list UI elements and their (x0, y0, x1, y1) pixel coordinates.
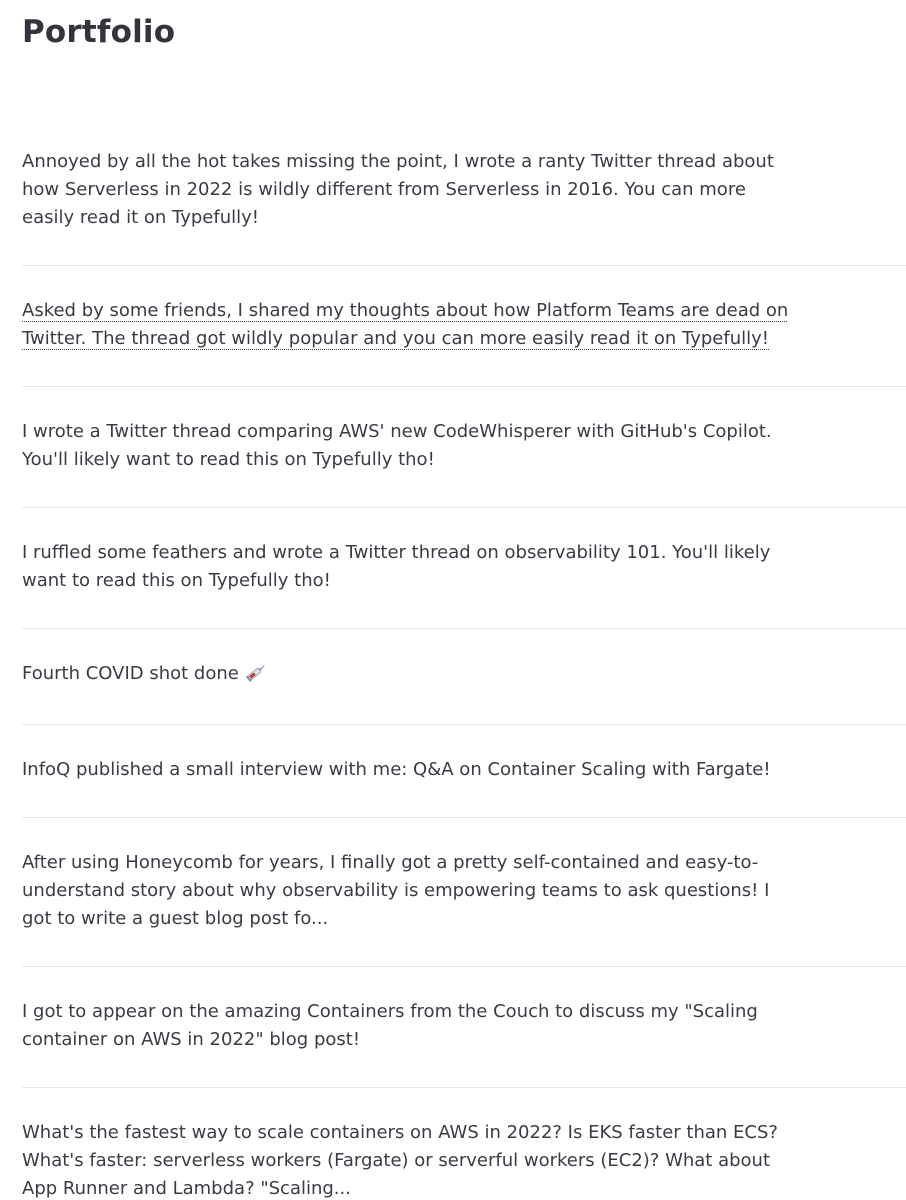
portfolio-entry-link[interactable]: I wrote a Twitter thread comparing AWS' new CodeWhisperer with GitHub's Copilot. You'll likely want to read this on Typefully tho! (22, 421, 772, 470)
list-item (22, 629, 906, 725)
list-item (22, 1088, 906, 1200)
list-item (22, 508, 906, 629)
portfolio-entry-link[interactable]: Annoyed by all the hot takes missing the point, I wrote a ranty Twitter thread about how Serverless in 2022 is wildly different from Serverless in 2016. You can more easily read it on Typefully! (22, 151, 774, 228)
portfolio-entry-link[interactable]: I ruffled some feathers and wrote a Twitter thread on observability 101. You'll likely want to read this on Typefully tho! (22, 542, 771, 591)
portfolio-entry-link[interactable]: What's the fastest way to scale containers on AWS in 2022? Is EKS faster than ECS? What's faster: serverless workers (Fargate) or serverful workers (EC2)? What about App Runner and Lambda? "Scaling... (22, 1122, 778, 1199)
page-title: Portfolio (22, 14, 176, 50)
list-item (22, 725, 906, 818)
list-item (22, 387, 906, 508)
list-item (22, 148, 906, 266)
portfolio-list (22, 148, 906, 1200)
syringe-icon (245, 662, 267, 691)
list-item (22, 967, 906, 1088)
portfolio-entry-link[interactable]: After using Honeycomb for years, I finally got a pretty self-contained and easy-to-understand story about why observability is empowering teams to ask questions! I got to write a guest blog post fo... (22, 852, 770, 929)
list-item (22, 266, 906, 387)
portfolio-entry-link[interactable]: InfoQ published a small interview with me: Q&A on Container Scaling with Fargate! (22, 759, 771, 780)
entry-text: Fourth COVID shot done (22, 663, 239, 684)
list-item (22, 818, 906, 967)
portfolio-entry-link[interactable]: I got to appear on the amazing Containers from the Couch to discuss my "Scaling container on AWS in 2022" blog post! (22, 1001, 758, 1050)
portfolio-entry-link[interactable] (22, 660, 792, 691)
portfolio-entry-link[interactable]: Asked by some friends, I shared my thoughts about how Platform Teams are dead on Twitter. The thread got wildly popular and you can more easily read it on Typefully! (22, 300, 789, 349)
